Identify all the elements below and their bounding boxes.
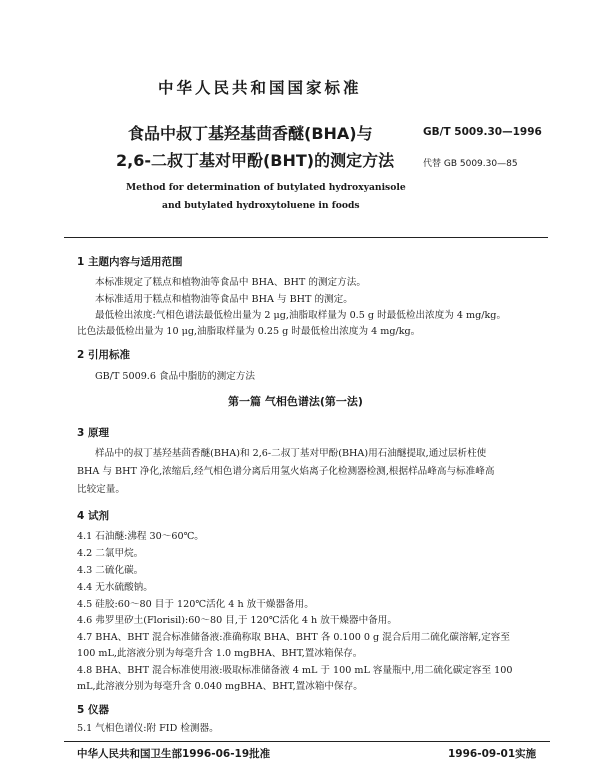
section-4-title: 4 试剂 [77,510,109,522]
part-title: 第一篇 气相色谱法(第一法) [228,395,363,408]
section-5-title: 5 仪器 [77,704,109,716]
section-3-line-2: BHA 与 BHT 净化,浓缩后,经气相色谱分离后用氢火焰离子化检测器检测,根据样品峰高与标准峰高 [77,466,495,477]
reagent-item: 4.2 二氯甲烷。 [77,548,144,559]
section-3-title: 3 原理 [77,427,109,439]
section-1-para-2: 本标准适用于糕点和植物油等食品中 BHA 与 BHT 的测定。 [95,294,353,305]
english-title-line2: and butylated hydroxytoluene in foods [162,200,360,211]
section-1-para-1: 本标准规定了糕点和植物油等食品中 BHA、BHT 的测定方法。 [95,277,366,288]
reagent-item-continued: mL,此溶液分别为每毫升含 0.040 mgBHA、BHT,置冰箱中保存。 [77,681,363,692]
replaces-note: 代替 GB 5009.30—85 [423,159,518,169]
reagent-item-continued: 100 mL,此溶液分别为每毫升含 1.0 mgBHA、BHT,置冰箱保存。 [77,648,363,659]
reagent-item: 4.1 石油醚:沸程 30～60℃。 [77,531,204,542]
doc-title-line2: 2,6-二叔丁基对甲酚(BHT)的测定方法 [116,151,395,170]
section-1-para-3-line-2: 比色法最低检出量为 10 μg,油脂取样量为 0.25 g 时最低检出浓度为 4 mg/kg。 [77,326,421,337]
reagent-item: 4.5 硅胶:60～80 目于 120℃活化 4 h 放干燥器备用。 [77,599,314,610]
reagent-item: 4.3 二硫化碳。 [77,565,144,576]
reagent-item: 4.7 BHA、BHT 混合标准储备液:准确称取 BHA、BHT 各 0.100 0 g 混合后用二硫化碳溶解,定容至 [77,632,510,643]
footer-divider [64,741,550,742]
org-title: 中华人民共和国国家标准 [158,79,362,97]
section-1-para-3-line-1: 最低检出浓度:气相色谱法最低检出量为 2 μg,油脂取样量为 0.5 g 时最低检出浓度为 4 mg/kg。 [95,310,507,321]
header-divider [64,237,548,238]
standard-code: GB/T 5009.30—1996 [423,126,542,138]
reagent-item: 4.4 无水硫酸钠。 [77,582,153,593]
section-3-line-3: 比较定量。 [77,484,125,495]
section-3-line-1: 样品中的叔丁基羟基茴香醚(BHA)和 2,6-二叔丁基对甲酚(BHA)用石油醚提取,通过层析柱使 [95,448,487,459]
reagent-item: 4.8 BHA、BHT 混合标准使用液:吸取标准储备液 4 mL 于 100 mL 容量瓶中,用二硫化碳定容至 100 [77,665,513,676]
approval-note: 中华人民共和国卫生部1996-06-19批准 [77,748,271,760]
effective-date: 1996-09-01实施 [448,748,537,760]
section-2-title: 2 引用标准 [77,349,130,361]
reagent-item: 4.6 弗罗里矽土(Florisil):60～80 目,于 120℃活化 4 h 放干燥器中备用。 [77,615,397,626]
section-1-title: 1 主题内容与适用范围 [77,256,183,268]
english-title-line1: Method for determination of butylated hydroxyanisole [126,182,406,193]
section-2-reference: GB/T 5009.6 食品中脂肪的测定方法 [95,371,255,382]
doc-title-line1: 食品中叔丁基羟基茴香醚(BHA)与 [128,124,373,143]
instrument-item: 5.1 气相色谱仪:附 FID 检测器。 [77,723,219,734]
